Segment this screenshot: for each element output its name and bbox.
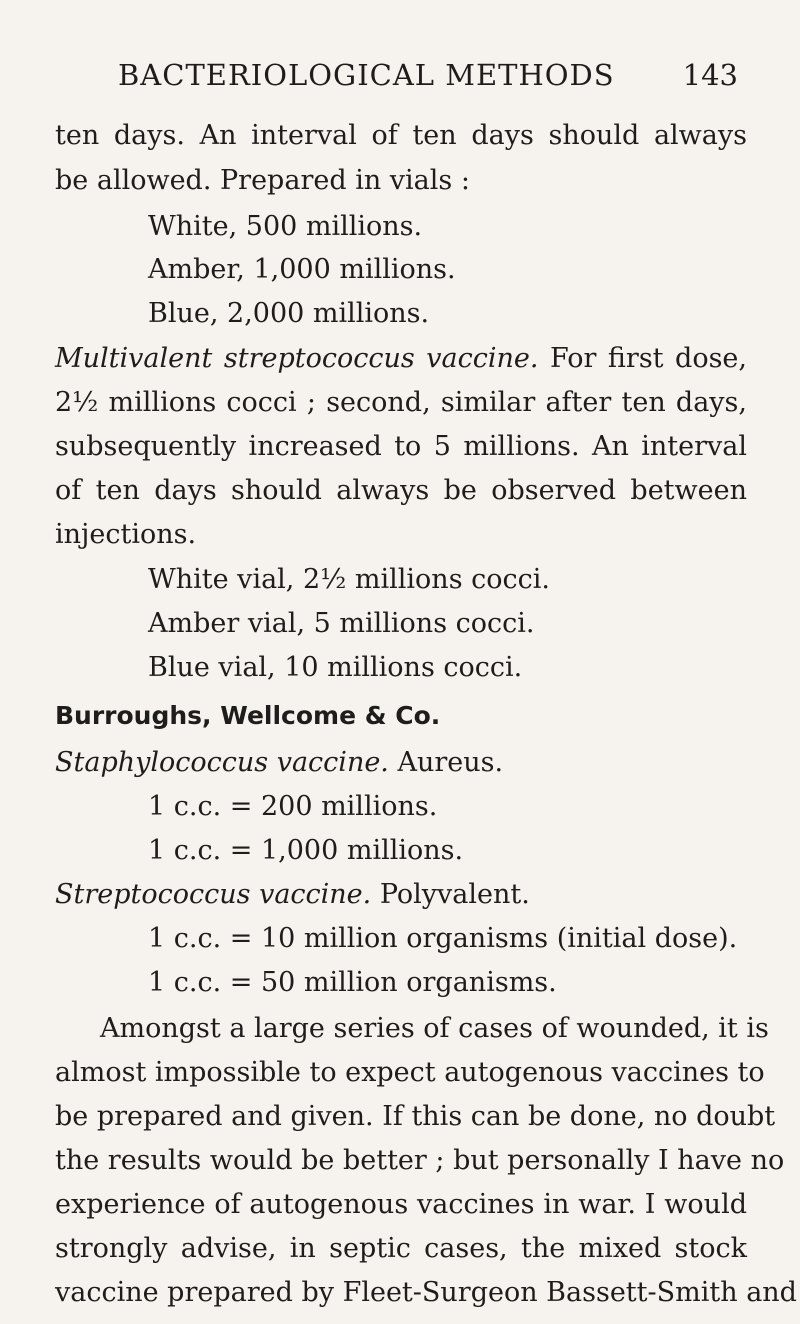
paragraph-line: almost impossible to expect autogenous vaccines to	[55, 1057, 765, 1088]
vial-line: Blue, 2,000 millions.	[148, 298, 430, 329]
paragraph-line: be prepared and given. If this can be done, no doubt	[55, 1101, 776, 1132]
paragraph-line: the results would be better ; but personally I have no	[55, 1145, 785, 1176]
strep-rest: Polyvalent.	[371, 879, 530, 910]
vial-line: White, 500 millions.	[148, 211, 423, 242]
strep-heading-line	[55, 881, 747, 908]
text-line: subsequently increased to 5 millions. An interval	[55, 431, 747, 462]
vial-line: Blue vial, 10 millions cocci.	[148, 652, 523, 683]
multivalent-heading-line	[55, 345, 747, 372]
page-header	[118, 58, 758, 98]
section-heading: Burroughs, Wellcome & Co.	[55, 701, 441, 730]
staph-rest: Aureus.	[388, 747, 504, 778]
text-line: be allowed. Prepared in vials :	[55, 165, 470, 196]
text-line: ten days. An interval of ten days should always	[55, 120, 747, 151]
staph-heading-line	[55, 749, 747, 776]
multivalent-rest: For first dose,	[538, 343, 747, 374]
dose-line: 1 c.c. = 10 million organisms (initial dose).	[148, 923, 738, 954]
paragraph-line: strongly advise, in septic cases, the mixed stock	[55, 1233, 747, 1264]
dose-line: 1 c.c. = 200 millions.	[148, 791, 438, 822]
dose-line: 1 c.c. = 1,000 millions.	[148, 835, 464, 866]
text-line: injections.	[55, 519, 197, 550]
vial-line: Amber, 1,000 millions.	[148, 254, 456, 285]
paragraph-line: Amongst a large series of cases of wounded, it is	[100, 1013, 769, 1044]
dose-line: 1 c.c. = 50 million organisms.	[148, 967, 557, 998]
running-title: BACTERIOLOGICAL METHODS	[118, 58, 615, 92]
staph-title: Staphylococcus vaccine.	[55, 747, 389, 778]
paragraph-line: vaccine prepared by Fleet-Surgeon Bassett-Smith and	[55, 1277, 797, 1308]
page-number: 143	[682, 58, 738, 92]
text-line: 2½ millions cocci ; second, similar after ten days,	[55, 387, 747, 418]
vial-line: Amber vial, 5 millions cocci.	[148, 608, 535, 639]
vial-line: White vial, 2½ millions cocci.	[148, 564, 550, 595]
strep-title: Streptococcus vaccine.	[55, 879, 372, 910]
text-line: of ten days should always be observed between	[55, 475, 747, 506]
multivalent-title: Multivalent streptococcus vaccine.	[55, 343, 539, 374]
paragraph-line: experience of autogenous vaccines in war. I would	[55, 1189, 747, 1220]
